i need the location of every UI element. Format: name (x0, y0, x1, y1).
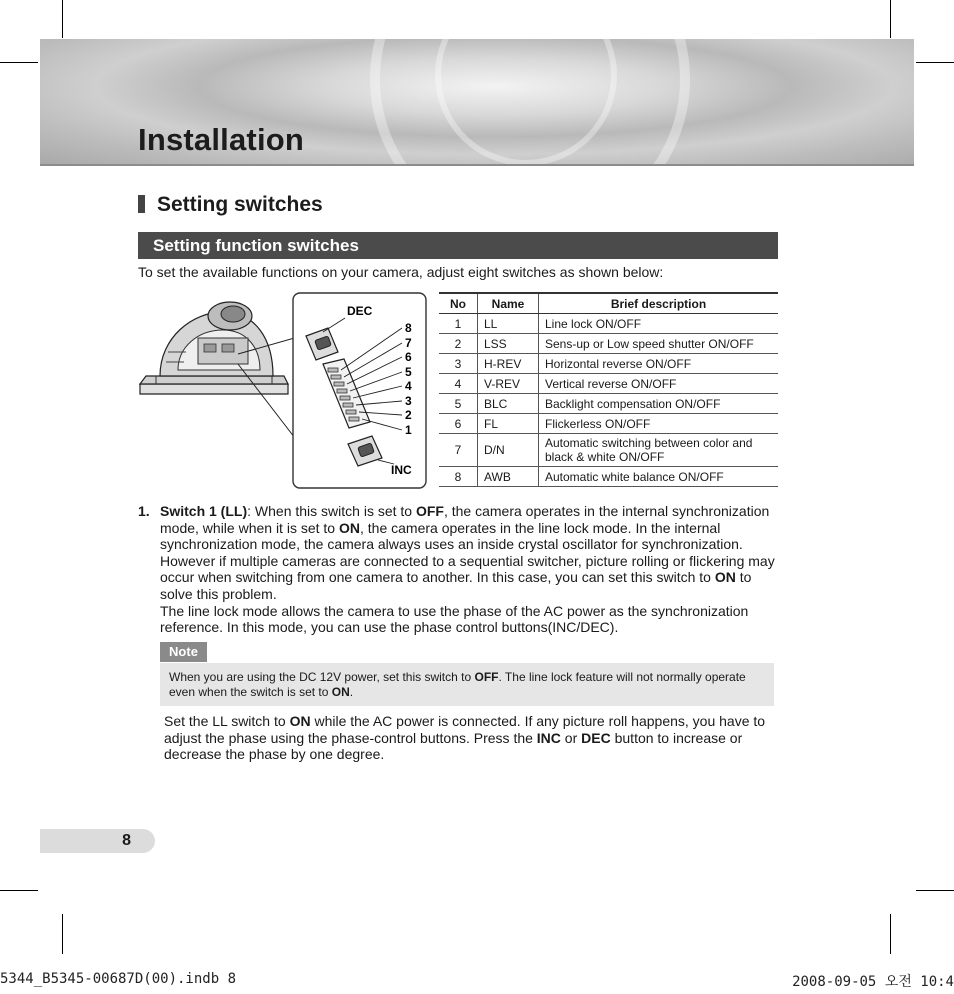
table-row (439, 467, 778, 487)
cell-no: 8 (439, 467, 478, 487)
crop-mark (890, 0, 891, 38)
cell-no: 2 (439, 334, 478, 354)
crop-mark (890, 914, 891, 954)
camera-illustration (140, 302, 288, 394)
footer-timestamp: 2008-09-05 오전 10:4 (792, 974, 954, 990)
switch-number: 2 (405, 408, 412, 422)
cell-name: V-REV (478, 374, 539, 394)
section-title: Setting switches (138, 193, 323, 217)
cell-no: 6 (439, 414, 478, 434)
table-row (439, 334, 778, 354)
crop-mark (916, 890, 954, 891)
table-row (439, 314, 778, 334)
cell-name: AWB (478, 467, 539, 487)
crop-mark (62, 0, 63, 38)
cell-no: 7 (439, 434, 478, 467)
item-paragraph: The line lock mode allows the camera to use the phase of the AC power as the synchronization reference. In this mode, you can use the phase control buttons(INC/DEC). (160, 602, 749, 636)
column-header-description: Brief description (539, 293, 779, 314)
cell-no: 4 (439, 374, 478, 394)
dec-label: DEC (347, 304, 373, 318)
cell-name: BLC (478, 394, 539, 414)
cell-description: Automatic switching between color and black & white ON/OFF (539, 434, 779, 467)
cell-name: LSS (478, 334, 539, 354)
table-row (439, 354, 778, 374)
item-label: Switch 1 (LL) (160, 503, 248, 519)
cell-description: Automatic white balance ON/OFF (539, 467, 779, 487)
switch-diagram (138, 292, 428, 490)
crop-mark (916, 62, 954, 63)
instruction-paragraph: Set the LL switch to ON while the AC power is connected. If any picture roll happens, you have to adjust the phase using the phase-control buttons. Press the INC or DEC button to increase or decrease the phase by one degree. (164, 713, 766, 763)
switch-number: 6 (405, 350, 412, 364)
cell-description: Horizontal reverse ON/OFF (539, 354, 779, 374)
page-number: 8 (40, 829, 155, 853)
item-number: 1. (138, 503, 150, 519)
table-row (439, 374, 778, 394)
section-bullet (138, 195, 145, 213)
cell-description: Backlight compensation ON/OFF (539, 394, 779, 414)
note-label: Note (160, 642, 207, 662)
switch-number: 5 (405, 365, 412, 379)
table-header-row (439, 293, 778, 314)
column-header-no: No (439, 293, 478, 314)
cell-name: H-REV (478, 354, 539, 374)
cell-name: FL (478, 414, 539, 434)
switch-number: 4 (405, 379, 412, 393)
crop-mark (0, 890, 38, 891)
item-body: Switch 1 (LL): When this switch is set to OFF, the camera operates in the internal synchronization mode, while when it is set to ON, the camera operates in the line lock mode. In the internal synchronization mode, the camera always uses an inside crystal oscillator for synchronization. However if multiple cameras are connected to a sequential switcher, picture rolling or flickering may occur when switching from one camera to another. In this case, you can set this switch to ON to solve this problem. The line lock mode allows the camera to use the phase of the AC power as the synchronization reference. In this mode, you can use the phase control buttons(INC/DEC). (160, 503, 775, 636)
cell-no: 3 (439, 354, 478, 374)
cell-description: Line lock ON/OFF (539, 314, 779, 334)
crop-mark (62, 914, 63, 954)
inc-label: INC (391, 463, 412, 477)
switch-number: 3 (405, 394, 412, 408)
switch-number: 8 (405, 321, 412, 335)
numbered-item-switch-1 (138, 503, 783, 636)
subsection-heading: Setting function switches (138, 232, 778, 259)
cell-name: LL (478, 314, 539, 334)
column-header-name: Name (478, 293, 539, 314)
intro-text: To set the available functions on your camera, adjust eight switches as shown below: (138, 264, 664, 280)
page-title: Installation (138, 122, 305, 157)
note-box: When you are using the DC 12V power, set this switch to OFF. The line lock feature will not normally operate even when the switch is set to ON. (160, 663, 774, 706)
table-row (439, 414, 778, 434)
crop-mark (0, 62, 38, 63)
cell-no: 1 (439, 314, 478, 334)
cell-description: Vertical reverse ON/OFF (539, 374, 779, 394)
switch-number: 1 (405, 423, 412, 437)
footer-filename: 5344_B5345-00687D(00).indb 8 (0, 971, 237, 987)
switch-number: 7 (405, 336, 412, 350)
cell-name: D/N (478, 434, 539, 467)
cell-no: 5 (439, 394, 478, 414)
switch-table (439, 292, 778, 487)
cell-description: Flickerless ON/OFF (539, 414, 779, 434)
cell-description: Sens-up or Low speed shutter ON/OFF (539, 334, 779, 354)
table-row (439, 394, 778, 414)
table-row (439, 434, 778, 467)
